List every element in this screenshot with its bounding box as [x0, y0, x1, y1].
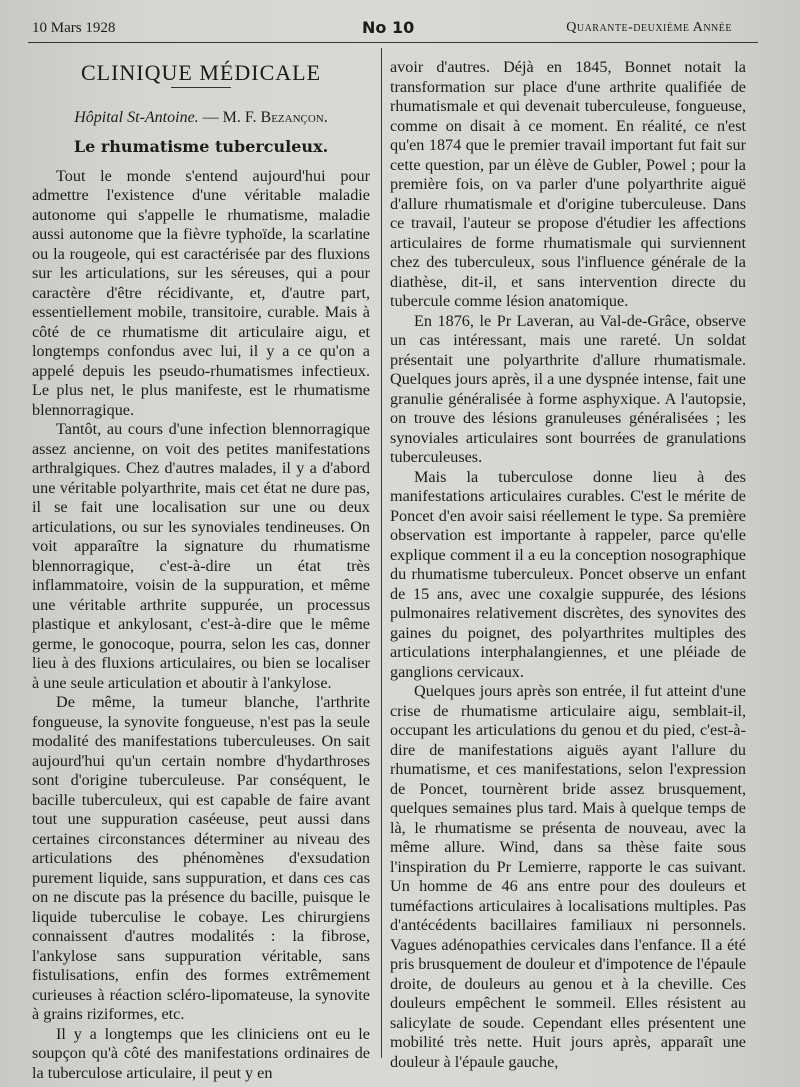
- section-title: CLINIQUE MÉDICALE: [80, 60, 322, 85]
- author-name: Bezançon.: [260, 108, 328, 126]
- paragraph: avoir d'autres. Déjà en 1845, Bonnet notait la transformation sur place d'une arthrite qualifiée de rhumatismale et qui devenait tuberculeuse, fongueuse, comme on disait à ce moment. En réalité, ce n'est qu'en 1874 que le premier travail important fut fait sur cette question, par un élève de Gubler, Powel ; pour la première fois, on va parler d'une polyarthrite aiguë d'allure rhumatismale et d'origine tuberculeuse. Dans ce travail, l'auteur se propose d'étudier les affections articulaires de forme rhumatismale qui surviennent chez des tuberculeux, sous l'influence générale de la diathèse, dit-il, et sans intervention directe du tubercule comme lésion anatomique.: [390, 58, 746, 310]
- article-title: Le rhumatisme tuberculeux.: [73, 137, 329, 156]
- paragraph: Tout le monde s'entend aujourd'hui pour admettre l'existence d'une véritable maladie autonome qui s'appelle le rhumatisme, maladie aussi autonome que la fièvre typhoïde, la scarlatine ou la rougeole, qui est caractérisée par des fluxions sur les articulations, sur les séreuses, qui a pour caractère d'être récidivante, et, d'autre part, essentiellement mobile, transitoire, curable. Mais à côté de ce rhumatisme dit articulaire aigu, et longtemps confondus avec lui, il y a ce qu'on a appelé depuis les pseudo-rhumatismes infectieux. Le plus net, le plus manifeste, est le rhumatisme blennorragique.: [32, 166, 370, 419]
- paragraph: De même, la tumeur blanche, l'arthrite fongueuse, la synovite fongueuse, n'est pas la seule modalité des manifestations tuberculeuses. On sait aujourd'hui qu'un certain nombre d'hydarthroses sont d'origine tuberculeuse. Par conséquent, le bacille tuberculeux, qui est capable de faire avant tout une suppuration caséeuse, peut aussi dans certaines circonstances déterminer au niveau des articulations des phénomènes d'exsudation purement liquide, sans suppuration, et dans ces cas on ne discute pas la présence du bacille, puisque le liquide tuberculise le cobaye. Les chirurgiens connaissent d'autres modalités : la fibrose, l'ankylose sans suppuration véritable, sans fistulisations, enfin des formes extrêmement curieuses à réaction scléro-lipomateuse, la synovite à grains riziformes, etc.: [32, 693, 370, 1023]
- issue-date: 10 Mars 1928: [32, 20, 116, 36]
- issue-number: No 10: [362, 18, 415, 37]
- paragraph: En 1876, le Pr Laveran, au Val-de-Grâce, observe un cas intéressant, mais une rareté. Un soldat présentait une polyarthrite d'allure rhumatismale. Quelques jours après, il a une dyspnée intense, fait une granulie généralisée à forme asphyxique. A l'autopsie, on trouve des lésions granuleuses généralisées ; les synoviales articulaires sont bourrées de granulations tuberculeuses.: [390, 311, 746, 466]
- page-header: [32, 18, 732, 40]
- header-rule: [28, 42, 758, 43]
- paragraph: Mais la tuberculose donne lieu à des manifestations articulaires curables. C'est le mérite de Poncet d'en avoir saisi réellement le type. Sa première observation est importante à rappeler, parce qu'elle explique comment il a eu la conception nosographique du rhumatisme tuberculeux. Poncet observe un enfant de 15 ans, avec une coxalgie suppurée, des lésions pulmonaires relativement discrètes, des synovites des gaines du poignet, des polyarthrites multiples des articulations interphalangiennes, et une pléiade de ganglions cervicaux.: [390, 467, 746, 681]
- left-column: [32, 55, 370, 1083]
- volume-year: Quarante-deuxième Année: [566, 20, 732, 35]
- hospital-name: Hôpital St-Antoine.: [74, 108, 199, 126]
- paragraph: Tantôt, au cours d'une infection blennorragique assez ancienne, on voit des petites manifestations arthralgiques. Chez d'autres malades, il y a d'abord une véritable polyarthrite, mais cet état ne dure pas, il se fait une localisation sur une ou deux articulations, ou sur les synoviales tendineuses. On voit apparaître la signature du rhumatisme blennorragique, c'est-à-dire un état très inflammatoire, voisin de la suppuration, et même une véritable arthrite suppurée, un processus plastique et ankylosant, c'est-à-dire que le même germe, le gonocoque, pourra, selon les cas, donner lieu à des fluxions articulaires, ou bien se localiser à une seule articulation et aboutir à l'ankylose.: [32, 420, 370, 692]
- paragraph: Il y a longtemps que les cliniciens ont eu le soupçon qu'à côté des manifestations ordinaires de la tuberculose articulaire, il peut y en: [32, 1024, 370, 1082]
- right-column: [390, 58, 746, 1072]
- title-rule: [171, 87, 231, 88]
- column-rule: [381, 48, 382, 1058]
- paragraph: Quelques jours après son entrée, il fut atteint d'une crise de rhumatisme articulaire aigu, semblait-il, occupant les articulations du genou et du pied, c'est-à-dire de manifestations aiguës ayant l'allure du rhumatisme, et ces manifestations, selon l'expression de Poncet, tournèrent bride assez brusquement, quelques semaines plus tard. Mais à quelque temps de là, le rhumatisme se présenta de nouveau, avec la même allure. Wind, dans sa thèse faite sous l'inspiration du Pr Lemierre, rapporte le cas suivant. Un homme de 46 ans entre pour des douleurs et tuméfactions articulaires à localisations multiples. Pas d'antécédents bacillaires familiaux ni personnels. Vagues adénopathies cervicales dans l'enfance. Il a été pris brusquement de douleur et d'impotence de l'épaule droite, de douleurs au genou et à la cheville. Ces douleurs empêchent le sommeil. Elles résistent au salicylate de soude. Cependant elles présentent une mobilité très nette. Huit jours après, apparaît une douleur à l'épaule gauche,: [390, 682, 746, 1071]
- byline: [32, 108, 370, 128]
- author-prefix: — M. F.: [202, 108, 261, 126]
